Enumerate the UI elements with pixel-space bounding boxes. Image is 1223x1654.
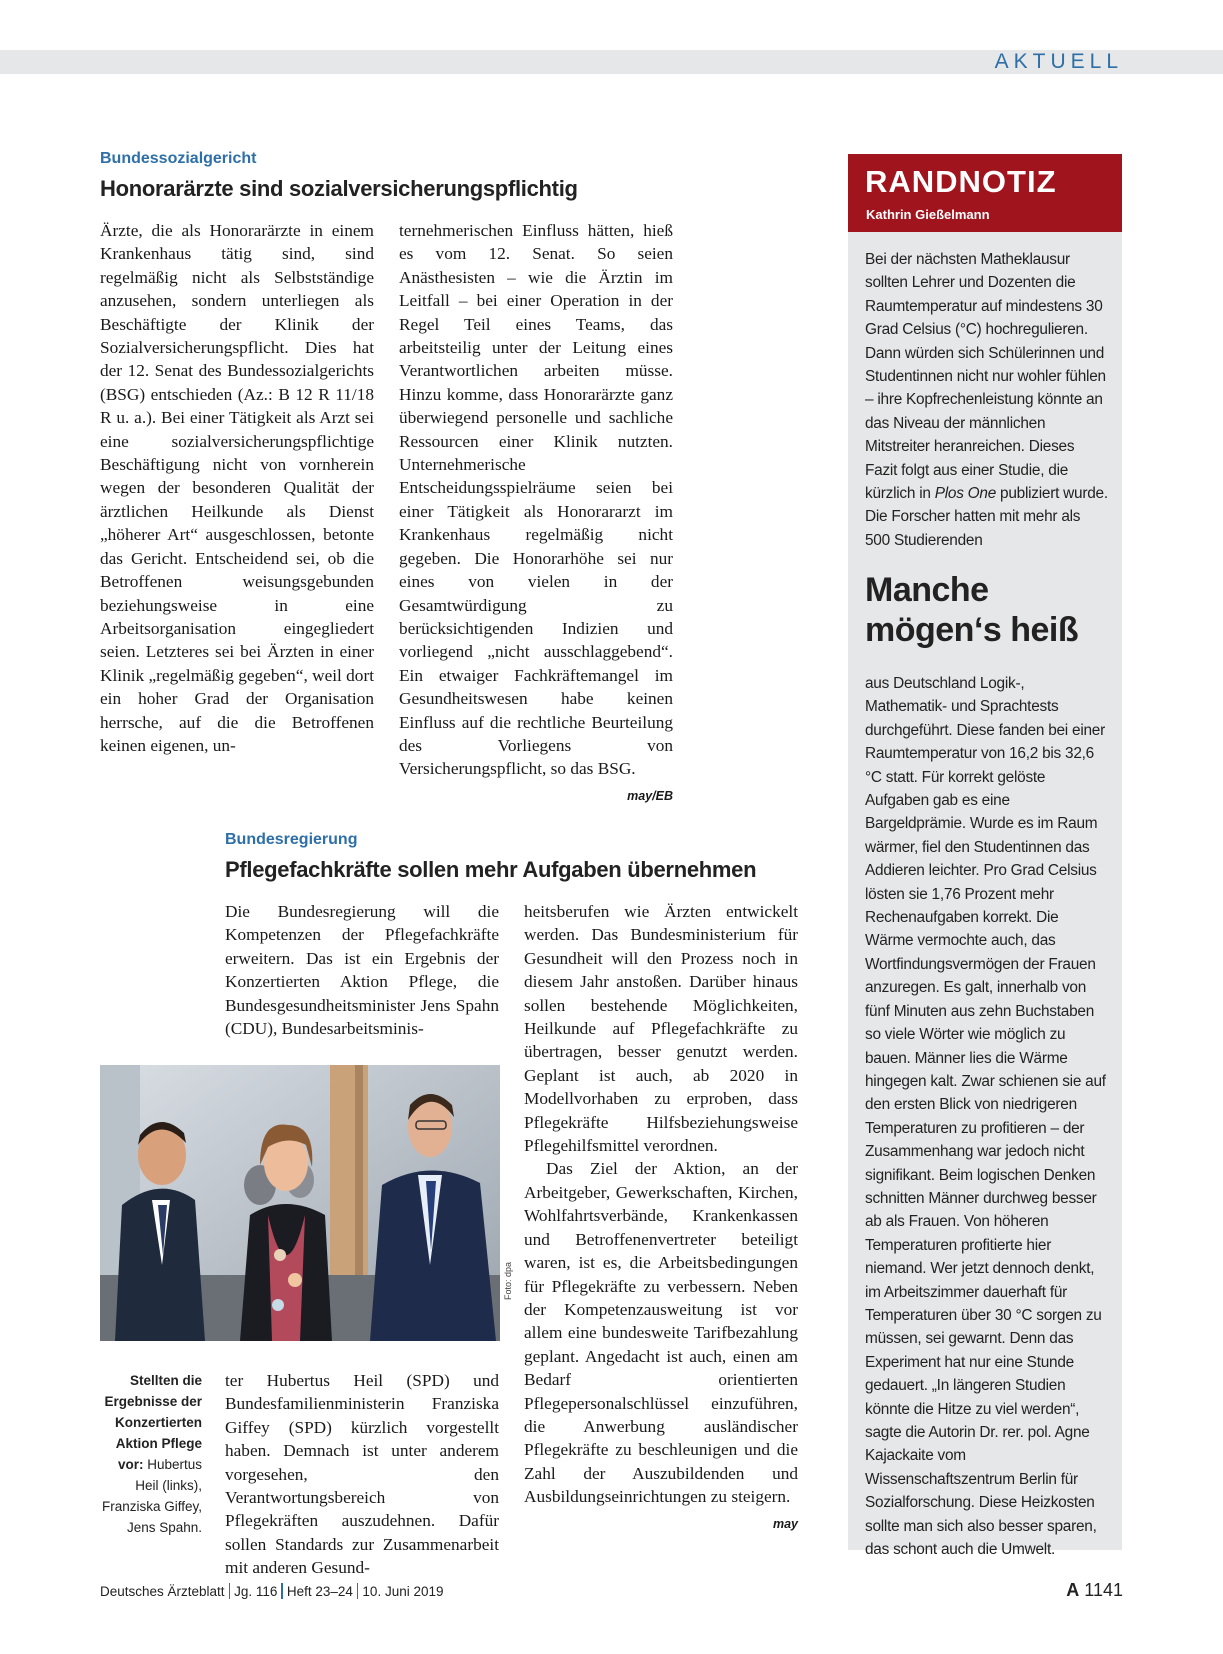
- randnotiz-text1-b: publiziert wurde. Die Forscher hatten mit mehr als 500 Studierenden: [865, 485, 1108, 549]
- article2-kicker: Bundesregierung: [225, 831, 358, 848]
- randnotiz-author: Kathrin Gießelmann: [866, 207, 990, 222]
- randnotiz-text-2: [865, 672, 1109, 1561]
- article2-column-1-bottom: [225, 1369, 499, 1580]
- randnotiz-headline-line2: mögen‘s heiß: [865, 611, 1079, 649]
- article2-column-1-top: [225, 900, 499, 1040]
- article1-col1-text: Ärzte, die als Honorarärzte in einem Krankenhaus tätig sind, sind regelmäßig nicht als Selbstständige anzusehen, sondern unterliegen als Beschäftigte der Klinik der Sozialversicherungspflicht. Dies hat der 12. Senat des Bundessozialgerichts (BSG) entschieden (Az.: B 12 R 11/18 R u. a.). Bei einer Tätigkeit als Arzt sei eine sozialversicherungspflichtige Beschäftigung nicht von vornherein wegen der besonderen Qualität der ärztlichen Heilkunde als Dienst „höherer Art“ ausgeschlossen, betonte das Gericht. Entscheidend sei, ob die Betroffenen weisungsgebunden beziehungsweise in eine Arbeitsorganisation eingegliedert seien. Letzteres sei bei Ärzten in einer Klinik „regelmäßig gegeben“, weil dort ein hoher Grad der Organisation herrsche, auf die die Betroffenen keinen eigenen, un-: [100, 221, 375, 755]
- article1-kicker: Bundessozialgericht: [100, 150, 257, 167]
- photo-image: [100, 1065, 500, 1341]
- caption-bold: Stellten die Ergebnisse der Konzertierten Aktion Pflege vor:: [104, 1373, 202, 1472]
- randnotiz-headline-line1: Manche: [865, 571, 989, 609]
- article1-column-1: [100, 219, 374, 757]
- article2-signature: may: [772, 1516, 798, 1531]
- article1-signature: may/EB: [627, 788, 673, 803]
- page-prefix: A: [1066, 1580, 1080, 1600]
- article1-col2-text: ternehmerischen Einfluss hätten, hieß es vom 12. Senat. So seien Anästhesisten – wie die Ärztin im Leitfall – bei einer Operation in der Regel Teil eines Teams, das arbeitsteilig unter der Leitung eines Verantwortlichen arbeiten müsse. Hinzu komme, dass Honorarärzte ganz überwiegend personelle und sachliche Ressourcen einer Klinik nutzten. Unternehmerische Entscheidungsspielräume seien bei einer Tätigkeit als Honorararzt im Krankenhaus regelmäßig nicht gegeben. Die Honorarhöhe sei nur eines von vielen in der Gesamtwürdigung zu berücksichtigenden Indizien und vorliegend „nicht ausschlaggebend“. Ein etwaiger Fachkräftemangel im Gesundheitswesen habe keinen Einfluss auf die rechtliche Beurteilung des Vorliegens von Versicherungspflicht, so das BSG.: [399, 221, 673, 779]
- article2-headline: Pflegefachkräfte sollen mehr Aufgaben übernehmen: [225, 857, 757, 882]
- randnotiz-text1-a: Bei der nächsten Matheklausur sollten Lehrer und Dozenten die Raumtemperatur auf mindestens 30 Grad Celsius (°C) hochregulieren. Dann würden sich Schülerinnen und Studentinnen nicht nur wohler fühlen – ihre Kopfrechenleistung könnte an das Niveau der männlichen Mitstreiter heranreichen. Dieses Fazit folgt aus einer Studie, die kürzlich in: [865, 251, 1106, 503]
- article2-col2-para1: heitsberufen wie Ärzten entwickelt werden. Das Bundesministerium für Gesundheit will den Prozess noch in diesem Jahr anstoßen. Darüber hinaus sollen bestehende Möglichkeiten, Heilkunde auf Pflegefachkräfte zu übertragen, besser genutzt werden. Geplant ist auch, ab 2020 in Modellvorhaben zu erproben, dass Pflegekräfte Hilfsbeziehungsweise Pflegehilfsmittel verordnen.: [524, 902, 798, 1156]
- footer-citation: [100, 1583, 444, 1599]
- photo-caption: [96, 1370, 202, 1538]
- footer-volume: Jg. 116: [234, 1584, 278, 1599]
- article-photo: [100, 1065, 500, 1341]
- footer-separator: [229, 1583, 231, 1599]
- randnotiz-text-1: [865, 248, 1109, 552]
- footer-separator: [281, 1583, 283, 1599]
- footer-date: 10. Juni 2019: [362, 1584, 444, 1599]
- article2-col2-para2: Das Ziel der Aktion, an der Arbeitgeber, Gewerkschaften, Kirchen, Wohlfahrtsverbände, Krankenkassen und Betroffenenvertreter beteiligt waren, ist es, die Arbeitsbedingungen für Pflegekräfte zu verbessern. Neben der Kompetenzausweitung ist vor allem eine bundesweite Tarifbezahlung geplant. Angedacht ist auch, einen am Bedarf orientierten Pflegepersonalschlüssel einzuführen, die Anwerbung ausländischer Pflegekräfte zu beschleunigen und die Zahl der Auszubildenden und Ausbildungseinrichtungen zu steigern.: [524, 1159, 798, 1507]
- footer-journal: Deutsches Ärzteblatt: [100, 1584, 225, 1599]
- article1-headline: Honorarärzte sind sozialversicherungspflichtig: [100, 176, 578, 201]
- footer-separator: [357, 1583, 359, 1599]
- page-number: [1066, 1580, 1123, 1601]
- randnotiz-headline: [865, 570, 1078, 650]
- article2-column-2: [524, 900, 798, 1536]
- page-number-value: 1141: [1084, 1580, 1123, 1600]
- footer-issue: Heft 23–24: [286, 1584, 353, 1599]
- article2-col1-bottom-text: ter Hubertus Heil (SPD) und Bundesfamilienministerin Franziska Giffey (SPD) kürzlich vorgestellt haben. Demnach ist unter anderem vorgesehen, den Verantwortungsbereich von Pflegekräften auszudehnen. Dafür sollen Standards zur Zusammenarbeit mit anderen Gesund-: [225, 1371, 499, 1578]
- randnotiz-journal-name: Plos One: [934, 485, 997, 503]
- section-label: AKTUELL: [994, 50, 1123, 73]
- article2-col1-top-text: Die Bundesregierung will die Kompetenzen der Pflegefachkräfte erweitern. Das ist ein Ergebnis der Konzertierten Aktion Pflege, die Bundesgesundheitsminister Jens Spahn (CDU), Bundesarbeitsminis-: [225, 902, 499, 1039]
- randnotiz-label: RANDNOTIZ: [865, 164, 1057, 199]
- article1-column-2: [399, 219, 673, 808]
- caption-text: Hubertus Heil (links), Franziska Giffey, Jens Spahn.: [101, 1457, 202, 1535]
- randnotiz-text2: aus Deutschland Logik-, Mathematik- und Sprachtests durchgeführt. Diese fanden bei einer Raumtemperatur von 16,2 bis 32,6 °C statt. Für korrekt gelöste Aufgaben gab es eine Bargeldprämie. Wurde es im Raum wärmer, fiel den Studentinnen das Addieren leichter. Pro Grad Celsius lösten sie 1,76 Prozent mehr Rechenaufgaben korrekt. Die Wärme vermochte auch, das Wortfindungsvermögen der Frauen anzuregen. Es galt, innerhalb von fünf Minuten aus zehn Buchstaben so viele Wörter wie möglich zu bauen. Männer lies die Wärme hingegen kalt. Zwar schienen sie auf den ersten Blick von niedrigeren Temperaturen zu profitieren – der Zusammenhang war jedoch nicht signifikant. Beim logischen Denken schnitten Männer durchweg besser ab als Frauen. Von höheren Temperaturen profitierte hier niemand. Wer jetzt dennoch denkt, im Arbeitszimmer dauerhaft für Temperaturen über 30 °C sorgen zu müssen, sei gewarnt. Denn das Experiment hat nur eine Stunde gedauert. „In längeren Studien könnte die Hitze zu viel werden“, sagte die Autorin Dr. rer. pol. Agne Kajackaite vom Wissenschaftszentrum Berlin für Sozialforschung. Diese Heizkosten sollte man sich also besser sparen, das schont auch die Umwelt.: [865, 675, 1106, 1559]
- photo-credit: Foto: dpa: [503, 1261, 513, 1300]
